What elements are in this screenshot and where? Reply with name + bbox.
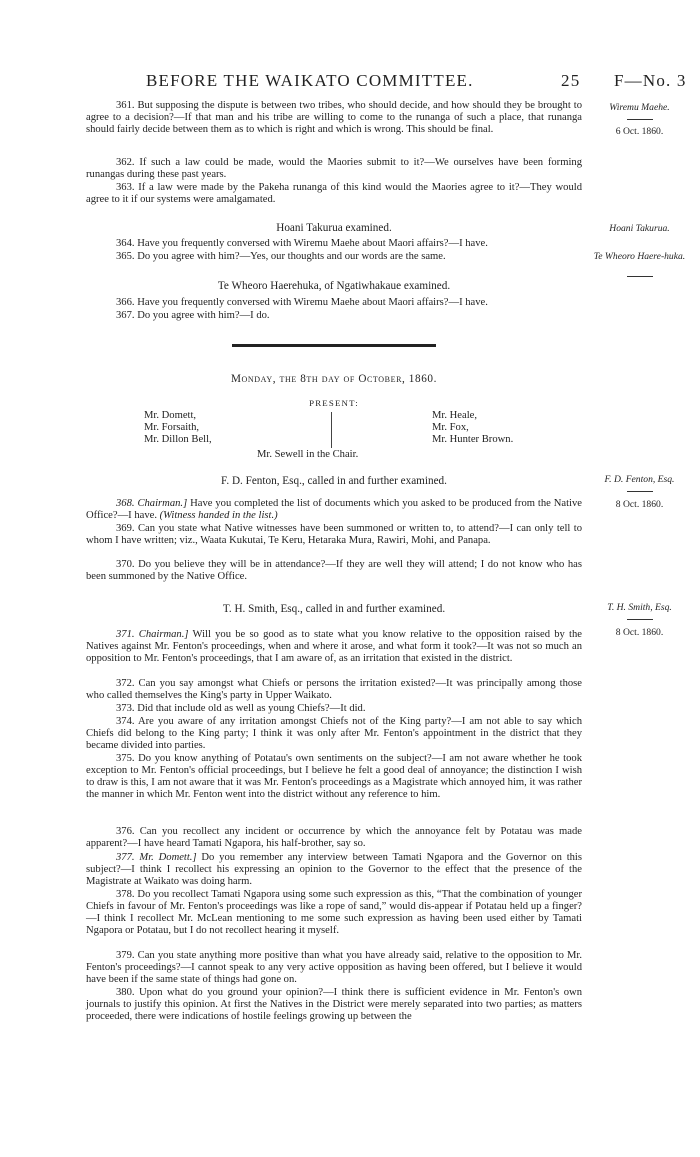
question-361: 361. But supposing the dispute is between two tribes, who should decide, and how should they be brought to agree to a decision?—If that man and his tribe are willing to come to the runanga of such a place, that runanga should fairly decide between them as to which is right and which is wrong. This should be final.	[86, 100, 582, 135]
witness-heading-hoani: Hoani Takurua examined.	[276, 222, 392, 234]
page-title: BEFORE THE WAIKATO COMMITTEE.	[146, 71, 474, 90]
question-379: 379. Can you state anything more positive than what you have already said, relative to the opposition to Mr. Fenton's proceedings?—I cannot speak to any very active opposition as having been offered, but I believe it would have been if the same state of things had gone on.	[86, 950, 582, 985]
question-376: 376. Can you recollect any incident or occurrence by which the annoyance felt by Potatau was made apparent?—I have heard Tamati Ngapora, his half-brother, say so.	[86, 826, 582, 849]
margin-witness-maehe: Wiremu Maehe.	[609, 102, 670, 113]
witness-heading-wheoro: Te Wheoro Haerehuka, of Ngatiwhakaue examined.	[217, 280, 451, 292]
section-divider	[232, 344, 436, 347]
question-367: 367. Do you agree with him?—I do.	[116, 310, 270, 321]
witness-note: (Witness handed in the list.)	[159, 510, 278, 521]
question-380: 380. Upon what do you ground your opinion?—I think there is sufficient evidence in Mr. Fenton's own journals to justify this opinion. At first the Natives in the District were merely separated into two parties; as matters proceeded, there were indications of hostile feelings growing up between the	[86, 987, 582, 1022]
margin-witness-fenton: F. D. Fenton, Esq.	[604, 474, 675, 485]
member-name: Mr. Hunter Brown.	[432, 434, 514, 445]
member-name: Mr. Heale,	[432, 410, 478, 421]
chair-line: Mr. Sewell in the Chair.	[257, 449, 359, 460]
question-369: 369. Can you state what Native witnesses have been summoned or written to, to attend?—I can only tell to whom I have written; viz., Waata Kukutai, Te Keru, Hetaraka Mura, Rawiri, Mohi, and Panapa.	[86, 523, 582, 546]
present-right-column	[432, 410, 513, 446]
margin-rule	[627, 491, 653, 492]
member-name: Mr. Dillon Bell,	[144, 434, 212, 445]
margin-date-fenton: 8 Oct. 1860.	[615, 499, 664, 510]
member-name: Mr. Domett,	[144, 410, 197, 421]
margin-date-maehe: 6 Oct. 1860.	[615, 126, 664, 137]
witness-heading-fenton: F. D. Fenton, Esq., called in and further examined.	[221, 475, 447, 487]
speaker: 368. Chairman.]	[116, 498, 188, 509]
question-373: 373. Did that include old as well as young Chiefs?—It did.	[116, 703, 366, 714]
question-365: 365. Do you agree with him?—Yes, our thoughts and our words are the same.	[116, 251, 446, 262]
question-text: Have you completed the list of documents which you asked to be produced from the Native Office?—I have.	[86, 498, 582, 521]
margin-witness-hoani: Hoani Takurua.	[609, 223, 670, 234]
witness-heading-smith: T. H. Smith, Esq., called in and further examined.	[222, 603, 446, 615]
question-368	[86, 498, 582, 522]
question-366: 366. Have you frequently conversed with Wiremu Maehe about Maori affairs?—I have.	[116, 297, 488, 308]
question-364: 364. Have you frequently conversed with Wiremu Maehe about Maori affairs?—I have.	[116, 238, 488, 249]
margin-date-smith: 8 Oct. 1860.	[615, 627, 664, 638]
question-375: 375. Do you know anything of Potatau's own sentiments on the subject?—I am not aware whether he took exception to Mr. Fenton's official proceedings, but I believe he felt a good deal of annoyance; the distinction I wish to draw is this, I am not aware that it was Mr. Fenton's proceedings as a Magistrate which annoyed him, it was rather the manner in which Mr. Fenton went into the district without any reference to him.	[86, 753, 582, 800]
question-374: 374. Are you aware of any irritation amongst Chiefs not of the King party?—I am not able to say which Chiefs did belong to the King party; I think it was only after Mr. Fenton's appointment in the district that they became divided into parties.	[86, 716, 582, 751]
speaker: 371. Chairman.]	[116, 629, 189, 640]
member-name: Mr. Fox,	[432, 422, 469, 433]
question-371	[86, 629, 582, 665]
question-378: 378. Do you recollect Tamati Ngapora using some such expression as this, “That the combination of younger Chiefs in favour of Mr. Fenton's proceedings was like a rope of sand,” would dis-appear if Potatau held up a finger?—I think I recollect Mr. McLean mentioning to me some such expression as having been used either by Tamati Ngapora or Potatau, but I do not recollect hearing it myself.	[86, 889, 582, 936]
member-name: Mr. Forsaith,	[144, 422, 200, 433]
question-text: Do you remember any interview between Tamati Ngapora and the Governor on this subject?—I think I recollect his expressing an opinion to the Governor to the effect that the presence of the Magistrate at Waikato was doing harm.	[86, 852, 582, 887]
question-363: 363. If a law were made by the Pakeha runanga of this kind would the Maories agree to it?—They would agree to it if our systems were amalgamated.	[86, 182, 582, 205]
margin-rule	[627, 276, 653, 277]
margin-witness-smith: T. H. Smith, Esq.	[607, 602, 672, 613]
margin-rule	[627, 619, 653, 620]
page-number: 25	[561, 71, 581, 90]
present-label: PRESENT:	[309, 398, 359, 408]
question-text: Will you be so good as to state what you know relative to the opposition raised by the Natives against Mr. Fenton's proceedings, when and where it arose, and what form it took?—It was not so much an opposition to Mr. Fenton's proceedings, that I am aware of, as an irritation that existed in the district.	[86, 629, 582, 664]
question-362: 362. If such a law could be made, would the Maories submit to it?—We ourselves have been forming runangas during these past years.	[86, 157, 582, 180]
present-left-column	[144, 410, 212, 446]
sitting-date-heading: Monday, the 8th day of October, 1860.	[231, 373, 437, 385]
present-brace	[331, 412, 332, 448]
margin-witness-wheoro: Te Wheoro Haere-huka.	[593, 251, 686, 262]
question-370: 370. Do you believe they will be in attendance?—If they are well they will attend; I do not know who has been summoned by the Native Office.	[86, 559, 582, 582]
speaker: 377. Mr. Domett.]	[116, 852, 197, 863]
question-377	[86, 852, 582, 888]
margin-rule	[627, 119, 653, 120]
question-372: 372. Can you say amongst what Chiefs or persons the irritation existed?—It was principally among those who called themselves the King's party in Upper Waikato.	[86, 678, 582, 701]
paper-reference: F—No. 3	[614, 71, 687, 90]
